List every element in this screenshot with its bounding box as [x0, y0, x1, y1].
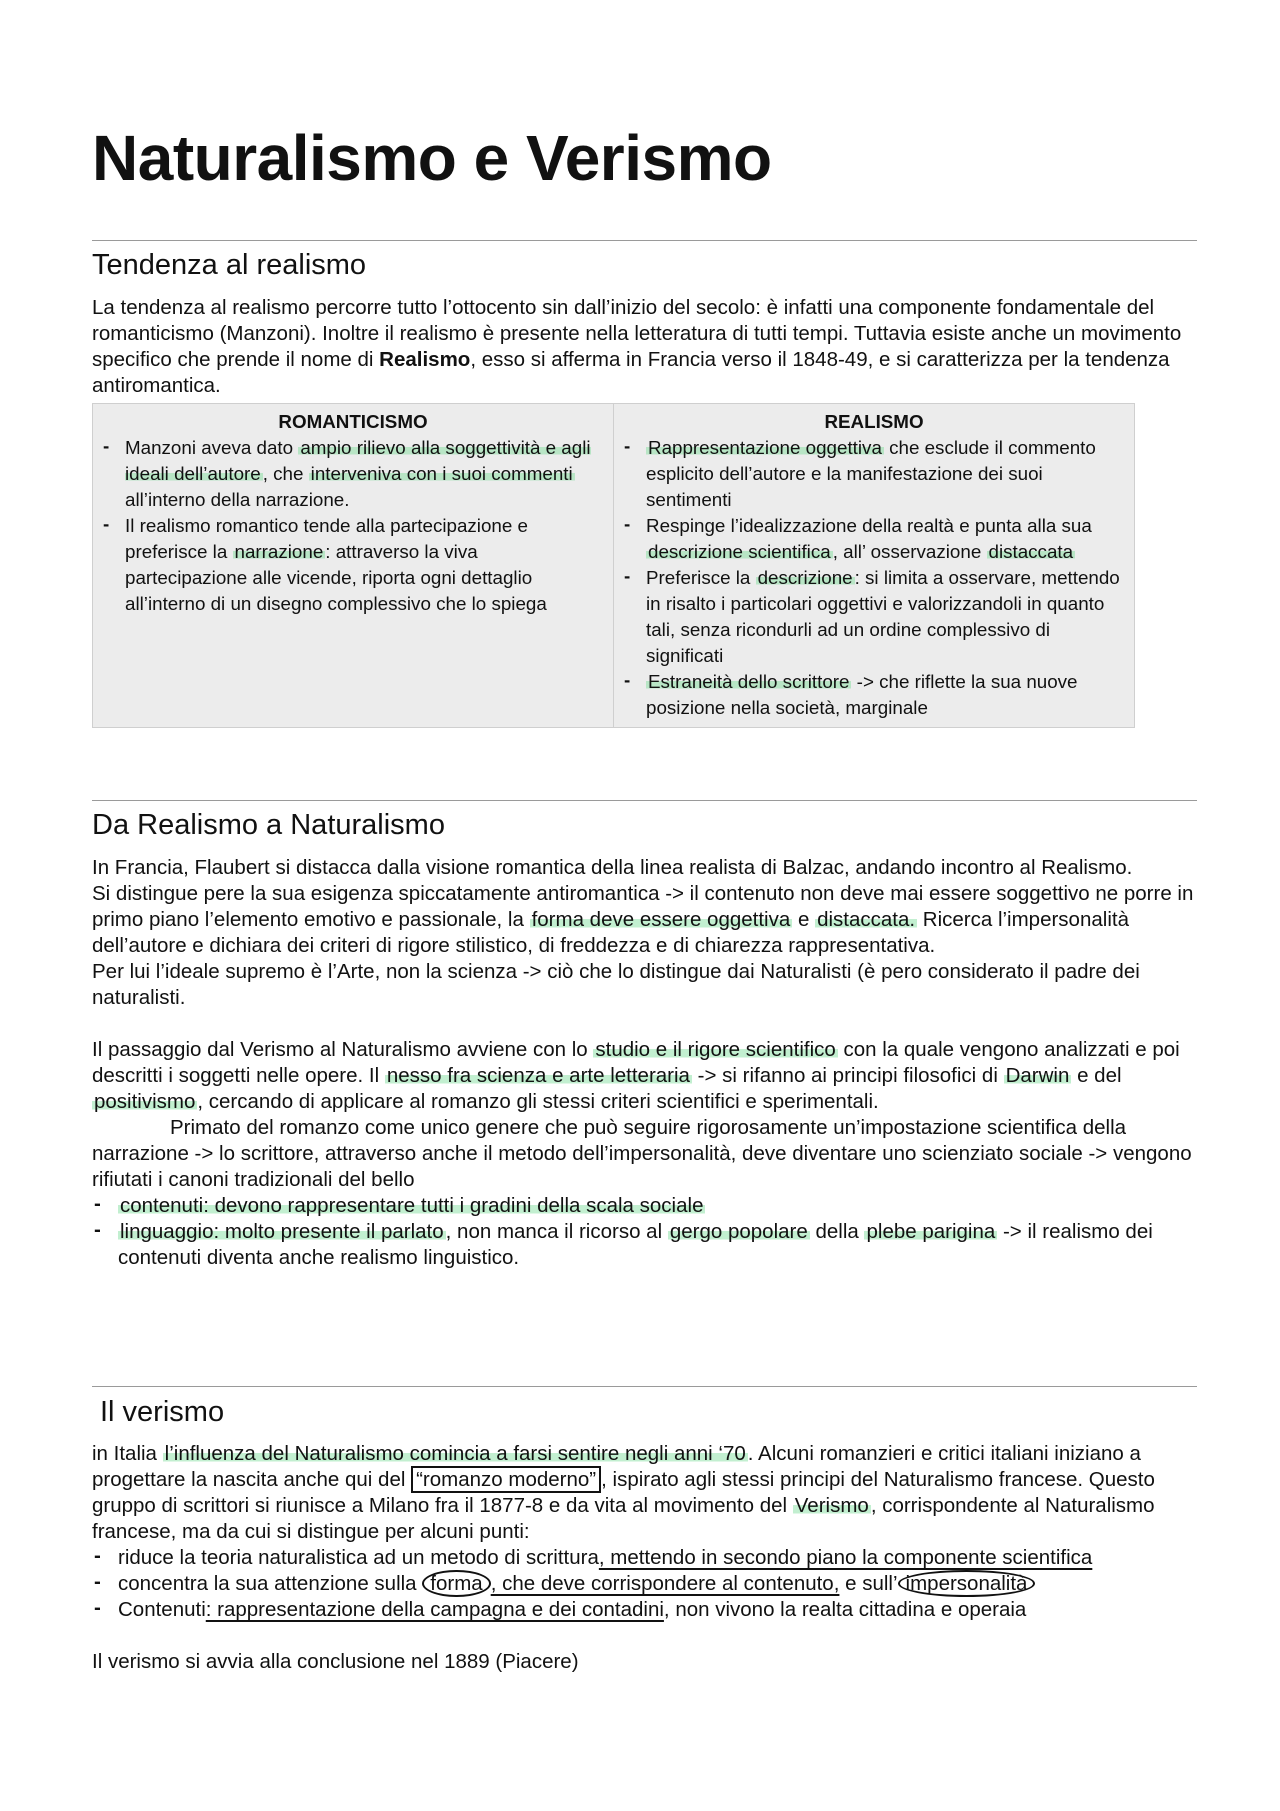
section-divider — [92, 240, 1197, 241]
list-item: - Rappresentazione oggettiva che esclude il commento esplicito dell’autore e la manifestazione dei suoi sentimenti — [624, 435, 1124, 513]
section-heading-naturalismo: Da Realismo a Naturalismo — [92, 809, 445, 841]
section2-body: In Francia, Flaubert si distacca dalla visione romantica della linea realista di Balzac, andando incontro al Realismo. Si distingue pere la sua esigenza spiccatamente antiromantica -> il contenuto non deve mai essere soggettivo ne porre in primo piano l’elemento emotivo e passionale, la forma deve essere oggettiva e distaccata. Ricerca l’impersonalità dell’autore e dichiara dei criteri di rigore stilistico, di freddezza e di chiarezza rappresentativa. Per lui l’ideale supremo è l’Arte, non la scienza -> ciò che lo distingue dai Naturalisti (è pero considerato il padre dei naturalisti. Il passaggio dal Verismo al Naturalismo avviene con lo studio e il rigore scientifico con la quale vengono analizzati e poi descritti i soggetti nelle opere. Il nesso fra scienza e arte letteraria -> si rifanno ai principi filosofici di Darwin e del positivismo, cercando di applicare al romanzo gli stessi criteri scientifici e sperimentali. Primato del romanzo come unico genere che può seguire rigorosamente un’impostazione scientifica della narrazione -> lo scrittore, attraverso anche il metodo dell’impersonalità, deve diventare uno scienziato sociale -> vengono rifiutati i canoni tradizionali del bello - contenuti: devono rappresentare tutti i gradini della scala sociale - linguaggio: molto presente il parlato, non manca il ricorso al gergo popolare della plebe parigina -> il realismo dei contenuti diventa anche realismo linguistico. — [92, 855, 1197, 1271]
list-item: - concentra la sua attenzione sulla forma , che deve corrispondere al contenuto, e sull’ impersonalità — [92, 1571, 1197, 1597]
list-item: - Respinge l’idealizzazione della realtà e punta alla sua descrizione scientifica , all’ osservazione distaccata — [624, 513, 1124, 565]
boxed-term: “romanzo moderno” — [411, 1466, 601, 1493]
section-divider — [92, 1386, 1197, 1387]
column-header-realismo: REALISMO — [824, 411, 924, 432]
section3-body: in Italia l’influenza del Naturalismo comincia a farsi sentire negli anni ‘70. Alcuni romanzieri e critici italiani iniziano a progettare la nascita anche qui del “romanzo moderno” , ispirato agli stessi principi del Naturalismo francese. Questo gruppo di scrittori si riunisce a Milano fra il 1877-8 e da vita al movimento del Verismo, corrispondente al Naturalismo francese, ma da cui si distingue per alcuni punti: - riduce la teoria naturalistica ad un metodo di scrittura, mettendo in secondo piano la componente scientifica - concentra la sua attenzione sulla forma , che deve corrispondere al contenuto, e sull’ impersonalità - Contenuti: rappresentazione della campagna e dei contadini, non vivono la realta cittadina e operaia Il verismo si avvia alla conclusione nel 1889 (Piacere) — [92, 1441, 1197, 1675]
section1-intro: La tendenza al realismo percorre tutto l’ottocento sin dall’inizio del secolo: è infatti una componente fondamentale del romanticismo (Manzoni). Inoltre il realismo è presente nella letteratura di tutti tempi. Tuttavia esiste anche un movimento specifico che prende il nome di Realismo, esso si afferma in Francia verso il 1848-49, e si caratterizza per la tendenza antiromantica. — [92, 296, 1182, 397]
list-item: - linguaggio: molto presente il parlato, non manca il ricorso al gergo popolare della plebe parigina -> il realismo dei contenuti diventa anche realismo linguistico. — [92, 1219, 1197, 1271]
list-item: - Manzoni aveva dato ampio rilievo alla soggettività e agli ideali dell’autore , che interveniva con i suoi commenti all’interno della narrazione. — [103, 435, 603, 513]
list-item: - riduce la teoria naturalistica ad un metodo di scrittura, mettendo in secondo piano la componente scientifica — [92, 1545, 1197, 1571]
list-item: - Il realismo romantico tende alla partecipazione e preferisce la narrazione : attraverso la viva partecipazione alle vicende, riporta ogni dettaglio all’interno di un disegno complessivo che lo spiega — [103, 513, 603, 617]
realismo-column — [614, 404, 1135, 728]
comparison-table — [92, 403, 1135, 728]
list-item: - contenuti: devono rappresentare tutti i gradini della scala sociale — [92, 1193, 1197, 1219]
section-divider — [92, 800, 1197, 801]
section-heading-realismo: Tendenza al realismo — [92, 249, 367, 281]
column-header-romanticismo: ROMANTICISMO — [278, 411, 428, 432]
list-item: - Estraneità dello scrittore -> che riflette la sua nuove posizione nella società, marginale — [624, 669, 1124, 721]
list-item: - Contenuti: rappresentazione della campagna e dei contadini, non vivono la realta cittadina e operaia — [92, 1597, 1197, 1623]
circled-term: forma — [422, 1570, 490, 1597]
section-heading-verismo: Il verismo — [100, 1396, 225, 1428]
list-item: - Preferisce la descrizione : si limita a osservare, mettendo in risalto i particolari oggettivi e valorizzandoli in quanto tali, senza ricondurli ad un ordine complessivo di significati — [624, 565, 1124, 669]
romanticismo-column — [93, 404, 614, 728]
closing-note: Il verismo si avvia alla conclusione nel 1889 (Piacere) — [92, 1650, 579, 1673]
page-title: Naturalismo e Verismo — [92, 122, 772, 194]
circled-term: impersonalità — [898, 1570, 1036, 1597]
bold-term: Realismo — [379, 348, 471, 371]
